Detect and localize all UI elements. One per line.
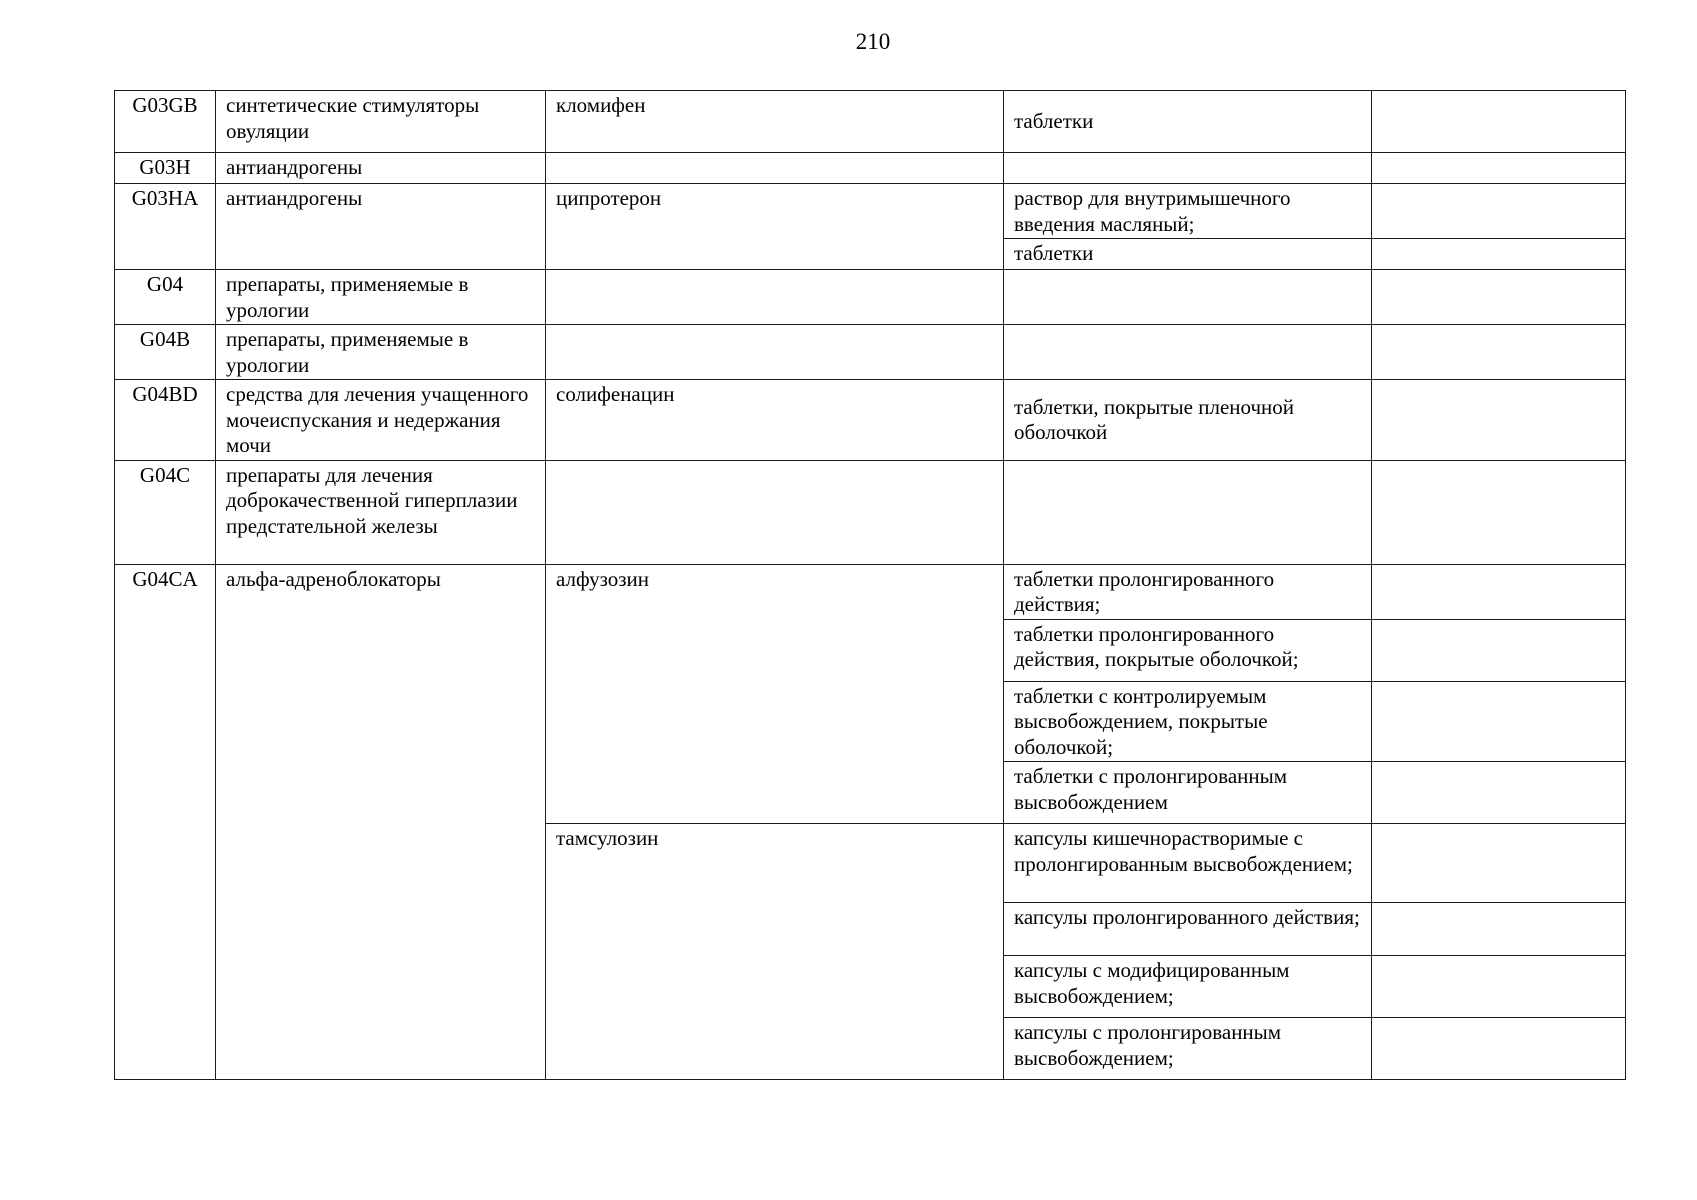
atc-code-cell: G04C xyxy=(115,460,216,564)
empty-cell xyxy=(1372,956,1626,1018)
dosage-form-cell xyxy=(1004,460,1372,564)
empty-cell xyxy=(1372,380,1626,461)
atc-group-name-cell: препараты для лечения доброкачественной гиперплазии предстательной железы xyxy=(216,460,546,564)
substance-cell xyxy=(546,325,1004,380)
drug-table xyxy=(114,90,1626,1080)
drug-table-body xyxy=(115,91,1626,1080)
dosage-form-cell: таблетки с пролонгированным высвобождением xyxy=(1004,762,1372,824)
atc-code-cell: G04BD xyxy=(115,380,216,461)
empty-cell xyxy=(1372,1018,1626,1080)
empty-cell xyxy=(1372,270,1626,325)
empty-cell xyxy=(1372,564,1626,619)
substance-cell: солифенацин xyxy=(546,380,1004,461)
substance-cell: кломифен xyxy=(546,91,1004,153)
table-row xyxy=(115,91,1626,153)
atc-code-cell: G04 xyxy=(115,270,216,325)
substance-cell: ципротерон xyxy=(546,184,1004,270)
table-row xyxy=(115,564,1626,619)
empty-cell xyxy=(1372,681,1626,762)
atc-group-name-cell: антиандрогены xyxy=(216,184,546,270)
table-row xyxy=(115,153,1626,184)
dosage-form-cell: раствор для внутримышечного введения масляный; xyxy=(1004,184,1372,239)
atc-group-name-cell: препараты, применяемые в урологии xyxy=(216,270,546,325)
dosage-form-cell xyxy=(1004,153,1372,184)
dosage-form-cell xyxy=(1004,270,1372,325)
dosage-form-cell: капсулы пролонгированного действия; xyxy=(1004,903,1372,956)
page-number: 210 xyxy=(855,29,891,54)
atc-group-name-cell: антиандрогены xyxy=(216,153,546,184)
dosage-form-cell: капсулы с модифицированным высвобождением; xyxy=(1004,956,1372,1018)
empty-cell xyxy=(1372,460,1626,564)
dosage-form-cell: таблетки пролонгированного действия; xyxy=(1004,564,1372,619)
atc-code-cell: G03GB xyxy=(115,91,216,153)
substance-cell xyxy=(546,270,1004,325)
dosage-form-cell: таблетки xyxy=(1004,239,1372,270)
empty-cell xyxy=(1372,762,1626,824)
dosage-form-cell: таблетки с контролируемым высвобождением, покрытые оболочкой; xyxy=(1004,681,1372,762)
dosage-form-cell: капсулы кишечнорастворимые с пролонгированным высвобождением; xyxy=(1004,824,1372,903)
atc-code-cell: G03H xyxy=(115,153,216,184)
table-row xyxy=(115,460,1626,564)
atc-group-name-cell: средства для лечения учащенного мочеиспускания и недержания мочи xyxy=(216,380,546,461)
empty-cell xyxy=(1372,91,1626,153)
table-row xyxy=(115,380,1626,461)
dosage-form-cell: капсулы с пролонгированным высвобождением; xyxy=(1004,1018,1372,1080)
dosage-form-cell: таблетки, покрытые пленочной оболочкой xyxy=(1004,380,1372,461)
table-row xyxy=(115,184,1626,239)
substance-cell: алфузозин xyxy=(546,564,1004,824)
atc-code-cell: G04B xyxy=(115,325,216,380)
substance-cell xyxy=(546,460,1004,564)
table-row xyxy=(115,270,1626,325)
atc-group-name-cell: синтетические стимуляторы овуляции xyxy=(216,91,546,153)
atc-group-name-cell: альфа-адреноблокаторы xyxy=(216,564,546,1080)
atc-group-name-cell: препараты, применяемые в урологии xyxy=(216,325,546,380)
substance-cell: тамсулозин xyxy=(546,824,1004,1080)
empty-cell xyxy=(1372,153,1626,184)
empty-cell xyxy=(1372,184,1626,239)
dosage-form-cell: таблетки xyxy=(1004,91,1372,153)
empty-cell xyxy=(1372,325,1626,380)
atc-code-cell: G04CA xyxy=(115,564,216,1080)
dosage-form-cell: таблетки пролонгированного действия, покрытые оболочкой; xyxy=(1004,619,1372,681)
atc-code-cell: G03HA xyxy=(115,184,216,270)
substance-cell xyxy=(546,153,1004,184)
empty-cell xyxy=(1372,903,1626,956)
dosage-form-cell xyxy=(1004,325,1372,380)
empty-cell xyxy=(1372,619,1626,681)
empty-cell xyxy=(1372,239,1626,270)
empty-cell xyxy=(1372,824,1626,903)
table-row xyxy=(115,325,1626,380)
